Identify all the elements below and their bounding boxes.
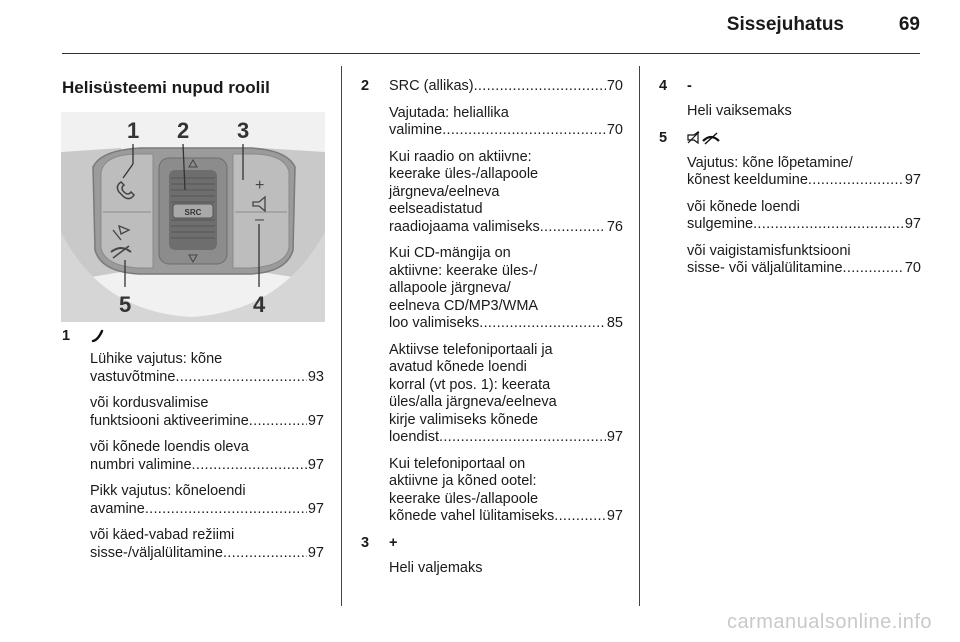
text-line: loendist [389, 429, 439, 445]
text-line: või käed-vabad režiimi [90, 527, 235, 543]
text-line: järgneva/eelneva [389, 183, 500, 200]
minus-icon: – [255, 211, 264, 228]
item-number: 5 [659, 129, 668, 146]
text-line: Aktiivse telefoniportaali ja [389, 341, 553, 358]
text-line: Pikk vajutus: kõneloendi [90, 483, 246, 499]
page-reference: 97 [307, 544, 324, 561]
text-line: Vajutada: heliallika [389, 104, 509, 121]
text-line: funktsiooni aktiveerimine [90, 412, 249, 429]
page-reference: 97 [307, 500, 324, 517]
page-reference: 70 [904, 260, 921, 276]
page-number: 69 [898, 14, 920, 35]
plus-symbol: + [389, 534, 398, 551]
text-line: numbri valimine [90, 456, 192, 473]
watermark: carmanualsonline.info [726, 611, 932, 633]
text-line: korral (vt pos. 1): keerata [389, 376, 551, 393]
text-line: või kordusvalimise [90, 395, 209, 411]
svg-text:2: 2 [177, 118, 190, 143]
text-line: Kui telefoniportaal on [389, 455, 526, 472]
svg-text:3: 3 [237, 118, 250, 143]
item-4 [659, 78, 921, 121]
text-line: eelneva CD/MP3/WMA [389, 297, 539, 314]
text-line: sulgemine [687, 216, 754, 232]
item-5 [659, 130, 921, 278]
item-number: 4 [659, 78, 668, 94]
page-reference: 97 [307, 412, 324, 429]
item-1 [62, 328, 324, 562]
page-reference: 70 [606, 78, 623, 94]
text-line: Vajutus: kõne lõpetamine/ [687, 154, 853, 171]
page-reference: 97 [606, 429, 623, 445]
section-title: Helisüsteemi nupud roolil [62, 78, 270, 97]
page-reference: 97 [307, 456, 324, 473]
page-reference: 76 [606, 218, 623, 235]
plus-icon: + [255, 177, 265, 194]
running-header-title: Sissejuhatus [726, 14, 844, 35]
page-reference: 85 [606, 315, 623, 331]
page-reference: 97 [904, 172, 921, 188]
text-line: või kõnede loendi [687, 198, 800, 215]
text-line: aktiivne: keerake üles-/ [389, 262, 538, 279]
mute-hangup-icon [687, 131, 721, 151]
column-divider-2 [639, 66, 640, 606]
minus-symbol: - [687, 78, 692, 94]
page-reference: 97 [904, 216, 921, 232]
text-line: keerake üles-/allapoole [389, 490, 539, 507]
text-line: kõnest keeldumine [687, 172, 808, 188]
text-line: Heli vaiksemaks [687, 103, 792, 119]
item-number: 1 [62, 328, 71, 344]
page-reference: 97 [606, 508, 623, 524]
text-line: või vaigistamisfunktsiooni [687, 242, 851, 259]
text-line: valimine [389, 122, 443, 138]
text-line: aktiivne ja kõned ootel: [389, 473, 537, 489]
page-reference: 93 [307, 368, 324, 385]
svg-text:4: 4 [253, 292, 266, 317]
phone-icon [90, 328, 106, 350]
item-2 [361, 78, 623, 526]
column-divider-1 [341, 66, 342, 606]
item-number: 2 [361, 78, 370, 94]
header-rule [62, 53, 920, 54]
text-line: avatud kõnede loendi [389, 359, 527, 375]
text-line: kõnede vahel lülitamiseks [389, 508, 555, 524]
text-line: Heli valjemaks [389, 559, 483, 576]
svg-text:1: 1 [127, 118, 140, 143]
item-heading: SRC (allikas) [389, 78, 474, 94]
text-line: kirje valimiseks kõnede [389, 411, 539, 428]
column-2 [361, 78, 623, 586]
text-line: vastuvõtmine [90, 368, 176, 385]
svg-text:5: 5 [119, 292, 132, 317]
text-line: sisse- või väljalülitamine [687, 260, 843, 276]
text-line: üles/alla järgneva/eelneva [389, 394, 557, 410]
column-3 [659, 78, 921, 287]
svg-text:SRC: SRC [184, 208, 202, 217]
text-line: keerake üles-/allapoole [389, 166, 539, 182]
text-line: Lühike vajutus: kõne [90, 351, 223, 367]
text-line: loo valimiseks [389, 315, 480, 331]
text-line: või kõnede loendis oleva [90, 439, 249, 455]
item-number: 3 [361, 534, 370, 551]
text-line: avamine [90, 500, 145, 517]
column-1 [62, 328, 324, 571]
item-3 [361, 535, 623, 578]
controls-illustration [61, 112, 325, 322]
text-line: raadiojaama valimiseks [389, 218, 540, 235]
page-reference: 70 [606, 122, 623, 138]
text-line: sisse-/väljalülitamine [90, 544, 223, 561]
text-line: Kui CD-mängija on [389, 245, 511, 261]
steering-wheel-controls-figure [61, 112, 325, 322]
text-line: Kui raadio on aktiivne: [389, 148, 532, 165]
text-line: eelseadistatud [389, 201, 483, 217]
text-line: allapoole järgneva/ [389, 280, 511, 296]
